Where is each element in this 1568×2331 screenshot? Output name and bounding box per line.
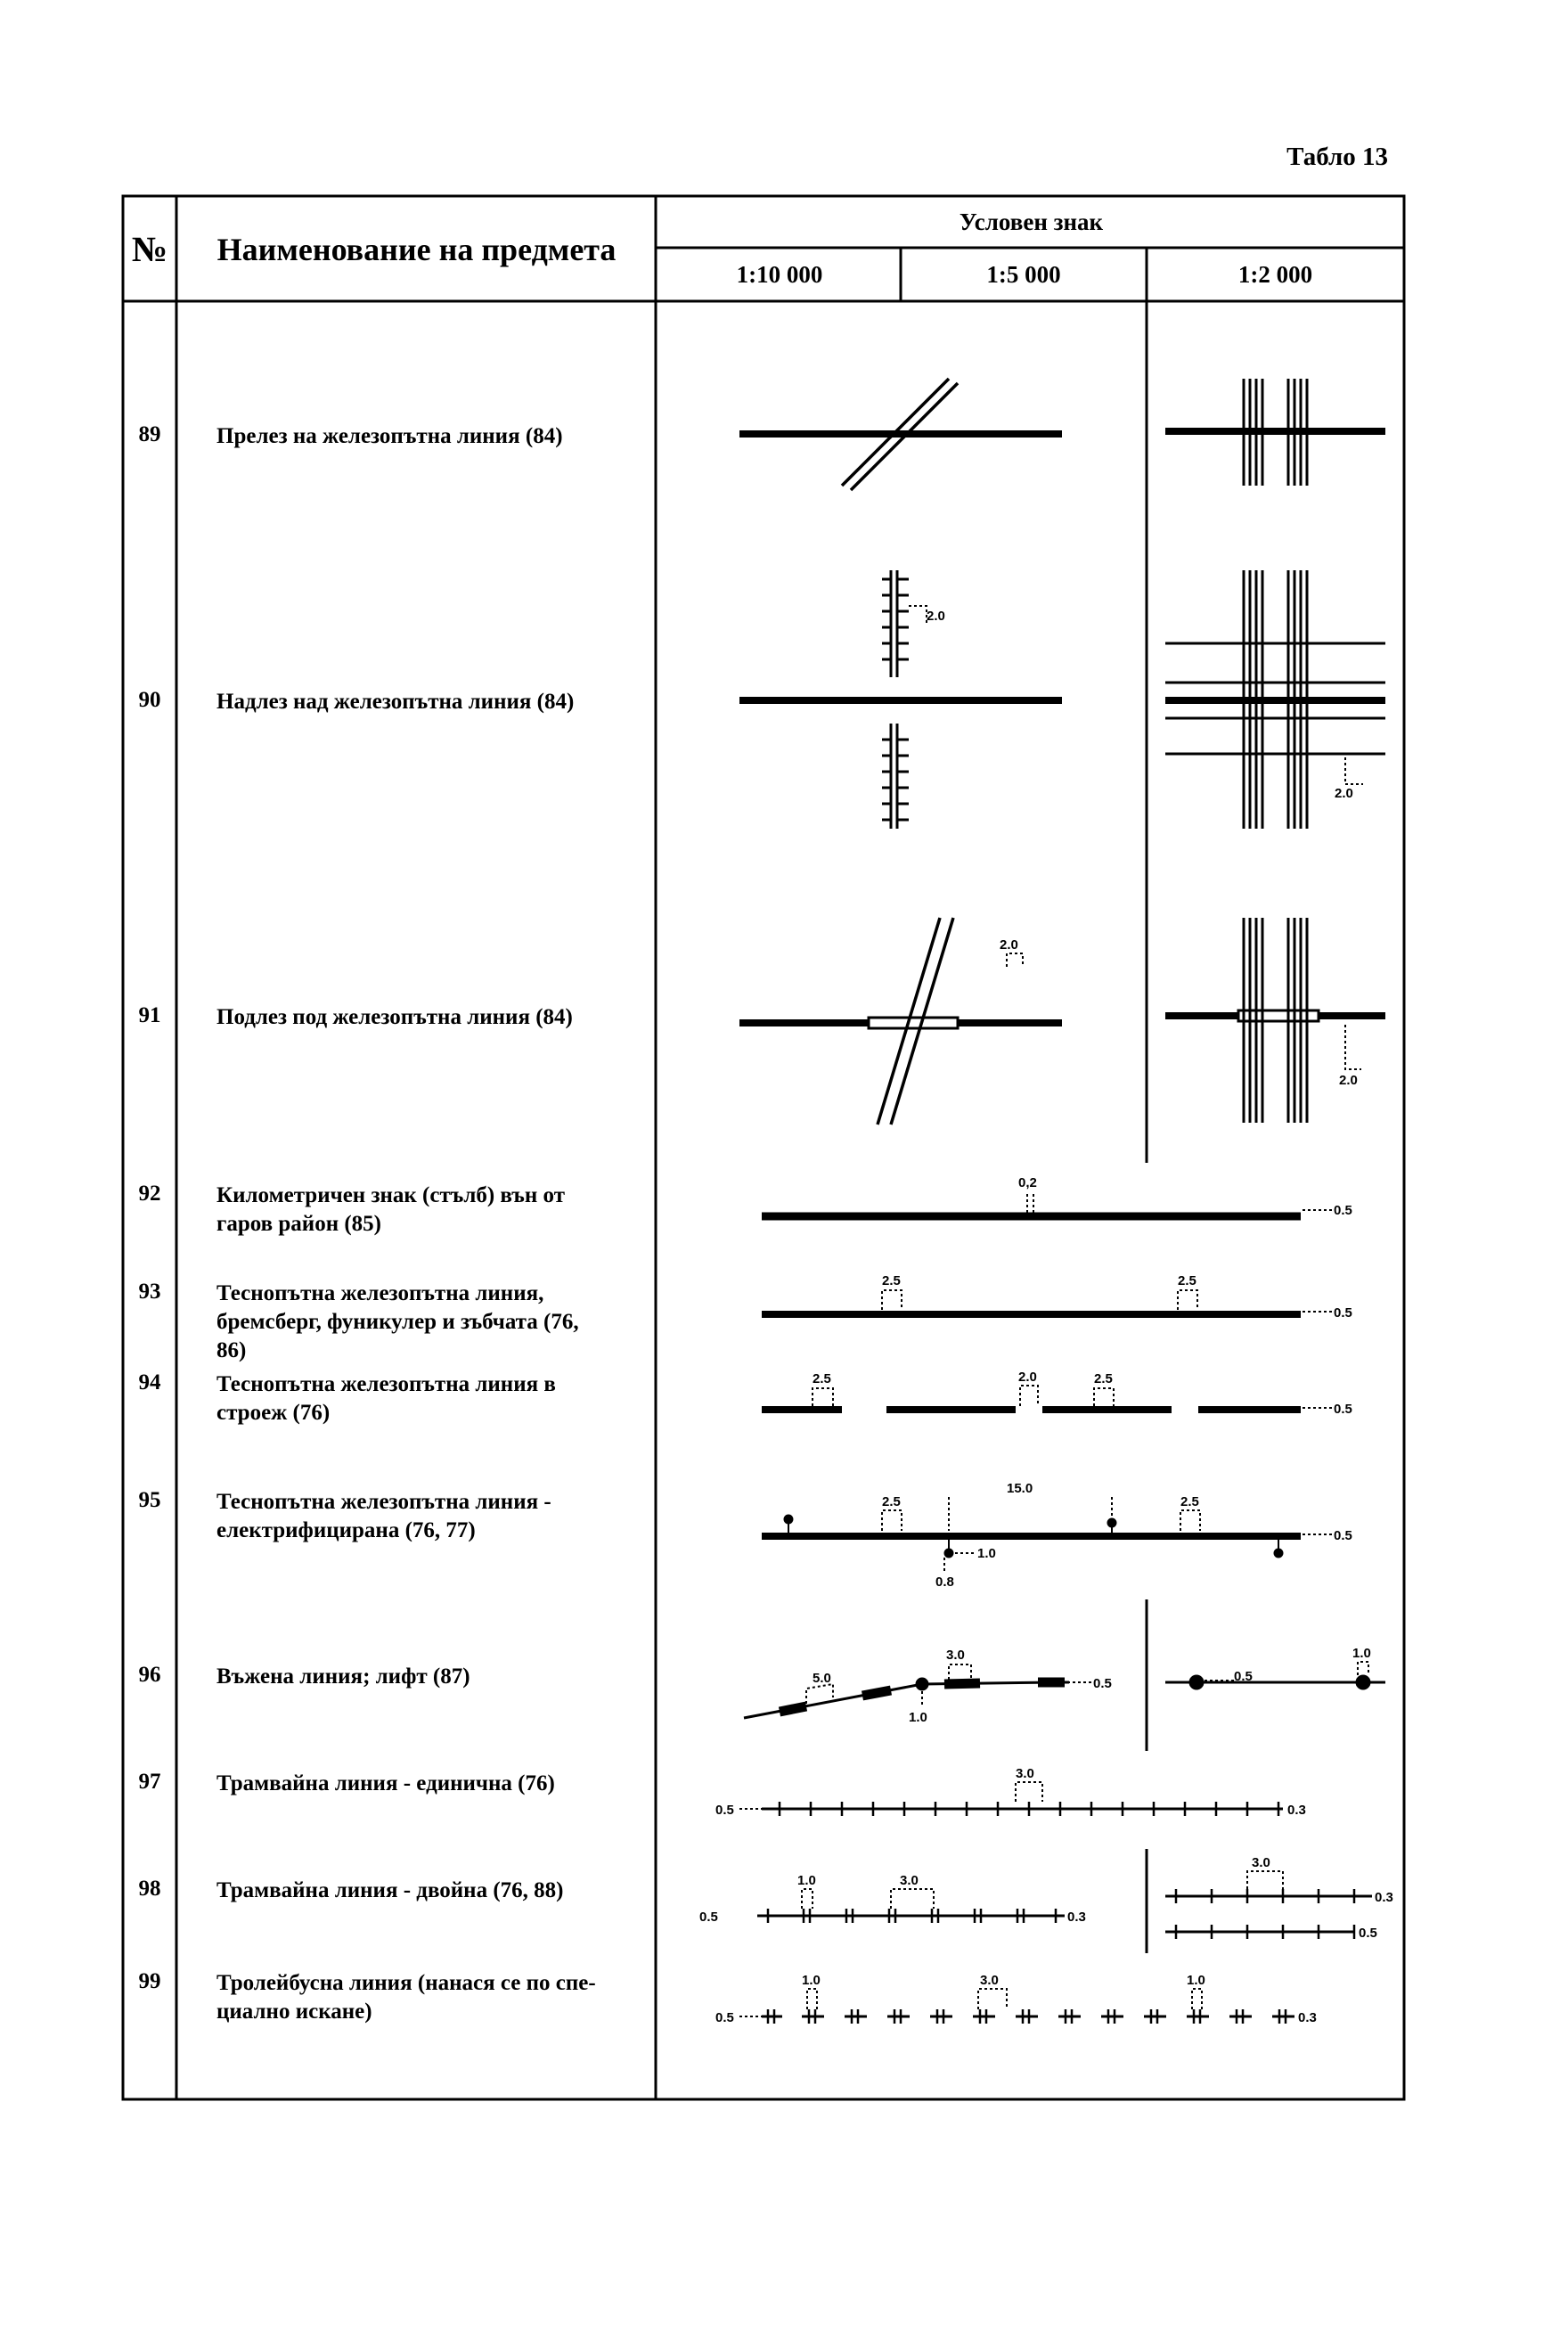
row-name: Трамвайна линия - единична (76)	[216, 1771, 555, 1795]
dim-95-c: 2.5	[1180, 1494, 1199, 1509]
row-name: Тролейбусна линия (нанася се по спе-циално искане)	[216, 1971, 596, 2024]
dim-97-a: 3.0	[1016, 1766, 1034, 1781]
dim-91-b: 2.0	[1339, 1073, 1358, 1088]
row-name: Подлез под железопътна линия (84)	[216, 1005, 573, 1029]
row-name: Теснопътна железопътна линия в строеж (76)	[216, 1372, 556, 1425]
row-name: Въжена линия; лифт (87)	[216, 1664, 470, 1689]
symbol-90-overpass	[739, 570, 1385, 829]
dim-98-c: 0.5	[699, 1910, 718, 1925]
row-number: 90	[138, 688, 161, 712]
dim-95-a: 2.5	[882, 1494, 901, 1509]
dim-95-b: 15.0	[1007, 1481, 1033, 1496]
dim-97-c: 0.3	[1287, 1803, 1306, 1818]
symbol-98-tram-double	[757, 1871, 1372, 1939]
row-number: 96	[138, 1663, 161, 1687]
dim-96-d: 0.5	[1093, 1676, 1112, 1691]
dim-94-b: 2.0	[1018, 1370, 1037, 1385]
row-name: Километричен знак (стълб) вън от гаров район (85)	[216, 1183, 565, 1236]
dim-95-d: 1.0	[977, 1546, 996, 1561]
dim-99-b: 3.0	[980, 1973, 999, 1988]
row-name: Теснопътна железопътна линия, бремсберг, фуникулер и зъбчата (76, 86)	[216, 1281, 579, 1362]
dim-96-c: 1.0	[909, 1710, 927, 1725]
row-number: 92	[138, 1182, 161, 1206]
header-scale-10000: 1:10 000	[736, 260, 823, 288]
symbol-96-cable-line	[744, 1662, 1385, 1718]
table-grid	[123, 196, 1404, 2099]
row-number: 99	[138, 1969, 161, 1993]
dim-92-b: 0.5	[1334, 1203, 1352, 1218]
dim-99-e: 0.3	[1298, 2010, 1317, 2025]
symbol-94-narrow-gauge-construction	[762, 1386, 1332, 1410]
dim-93-c: 0.5	[1334, 1305, 1352, 1321]
symbol-95-electrified	[762, 1497, 1332, 1573]
dim-98-d: 0.3	[1067, 1910, 1086, 1925]
dim-95-e: 0.8	[935, 1574, 954, 1590]
row-number: 97	[138, 1770, 161, 1794]
dim-94-a: 2.5	[813, 1371, 831, 1386]
dim-98-a: 1.0	[797, 1873, 816, 1888]
dim-96-a: 5.0	[813, 1671, 831, 1686]
dim-96-b: 3.0	[946, 1648, 965, 1663]
dim-93-a: 2.5	[882, 1273, 901, 1288]
dim-92-a: 0,2	[1018, 1175, 1037, 1190]
dim-90-b: 2.0	[1335, 786, 1353, 801]
dim-99-a: 1.0	[802, 1973, 821, 1988]
header-number: №	[131, 229, 168, 269]
row-number: 89	[138, 422, 161, 446]
row-number: 98	[138, 1877, 161, 1901]
row-name: Надлез над железопътна линия (84)	[216, 690, 575, 714]
row-number: 95	[138, 1488, 161, 1512]
dim-97-b: 0.5	[715, 1803, 734, 1818]
dim-98-e: 3.0	[1252, 1855, 1270, 1870]
row-number: 93	[138, 1280, 161, 1304]
symbol-89-level-crossing	[739, 379, 1385, 490]
dim-98-b: 3.0	[900, 1873, 919, 1888]
header-scale-5000: 1:5 000	[986, 260, 1061, 288]
dim-96-f: 1.0	[1352, 1646, 1371, 1661]
dim-99-d: 0.5	[715, 2010, 734, 2025]
dim-93-b: 2.5	[1178, 1273, 1196, 1288]
dim-96-e: 0.5	[1234, 1669, 1253, 1684]
dim-98-g: 0.5	[1359, 1926, 1377, 1941]
table-number: Табло 13	[1286, 143, 1388, 171]
dim-94-d: 0.5	[1334, 1402, 1352, 1417]
symbol-92-kilometer-sign	[762, 1194, 1332, 1216]
symbol-97-tram-single	[739, 1782, 1283, 1816]
row-number: 94	[138, 1370, 161, 1395]
header-item-name: Наименование на предмета	[216, 231, 617, 267]
row-name: Теснопътна железопътна линия - електрифицирана (76, 77)	[216, 1490, 551, 1542]
dim-95-f: 0.5	[1334, 1528, 1352, 1543]
dim-91-a: 2.0	[1000, 937, 1018, 953]
dim-90-a: 2.0	[927, 609, 945, 624]
row-number: 91	[138, 1003, 161, 1027]
dim-98-f: 0.3	[1375, 1890, 1393, 1905]
row-name: Трамвайна линия - двойна (76, 88)	[216, 1878, 564, 1902]
header-conventional-sign: Условен знак	[959, 209, 1104, 235]
header-scale-2000: 1:2 000	[1237, 260, 1313, 288]
row-name: Прелез на железопътна линия (84)	[216, 424, 563, 448]
dim-99-c: 1.0	[1187, 1973, 1205, 1988]
symbol-93-narrow-gauge	[762, 1290, 1332, 1314]
symbol-99-trolleybus	[739, 1989, 1294, 2024]
dim-94-c: 2.5	[1094, 1371, 1113, 1386]
symbol-91-underpass	[739, 918, 1385, 1125]
